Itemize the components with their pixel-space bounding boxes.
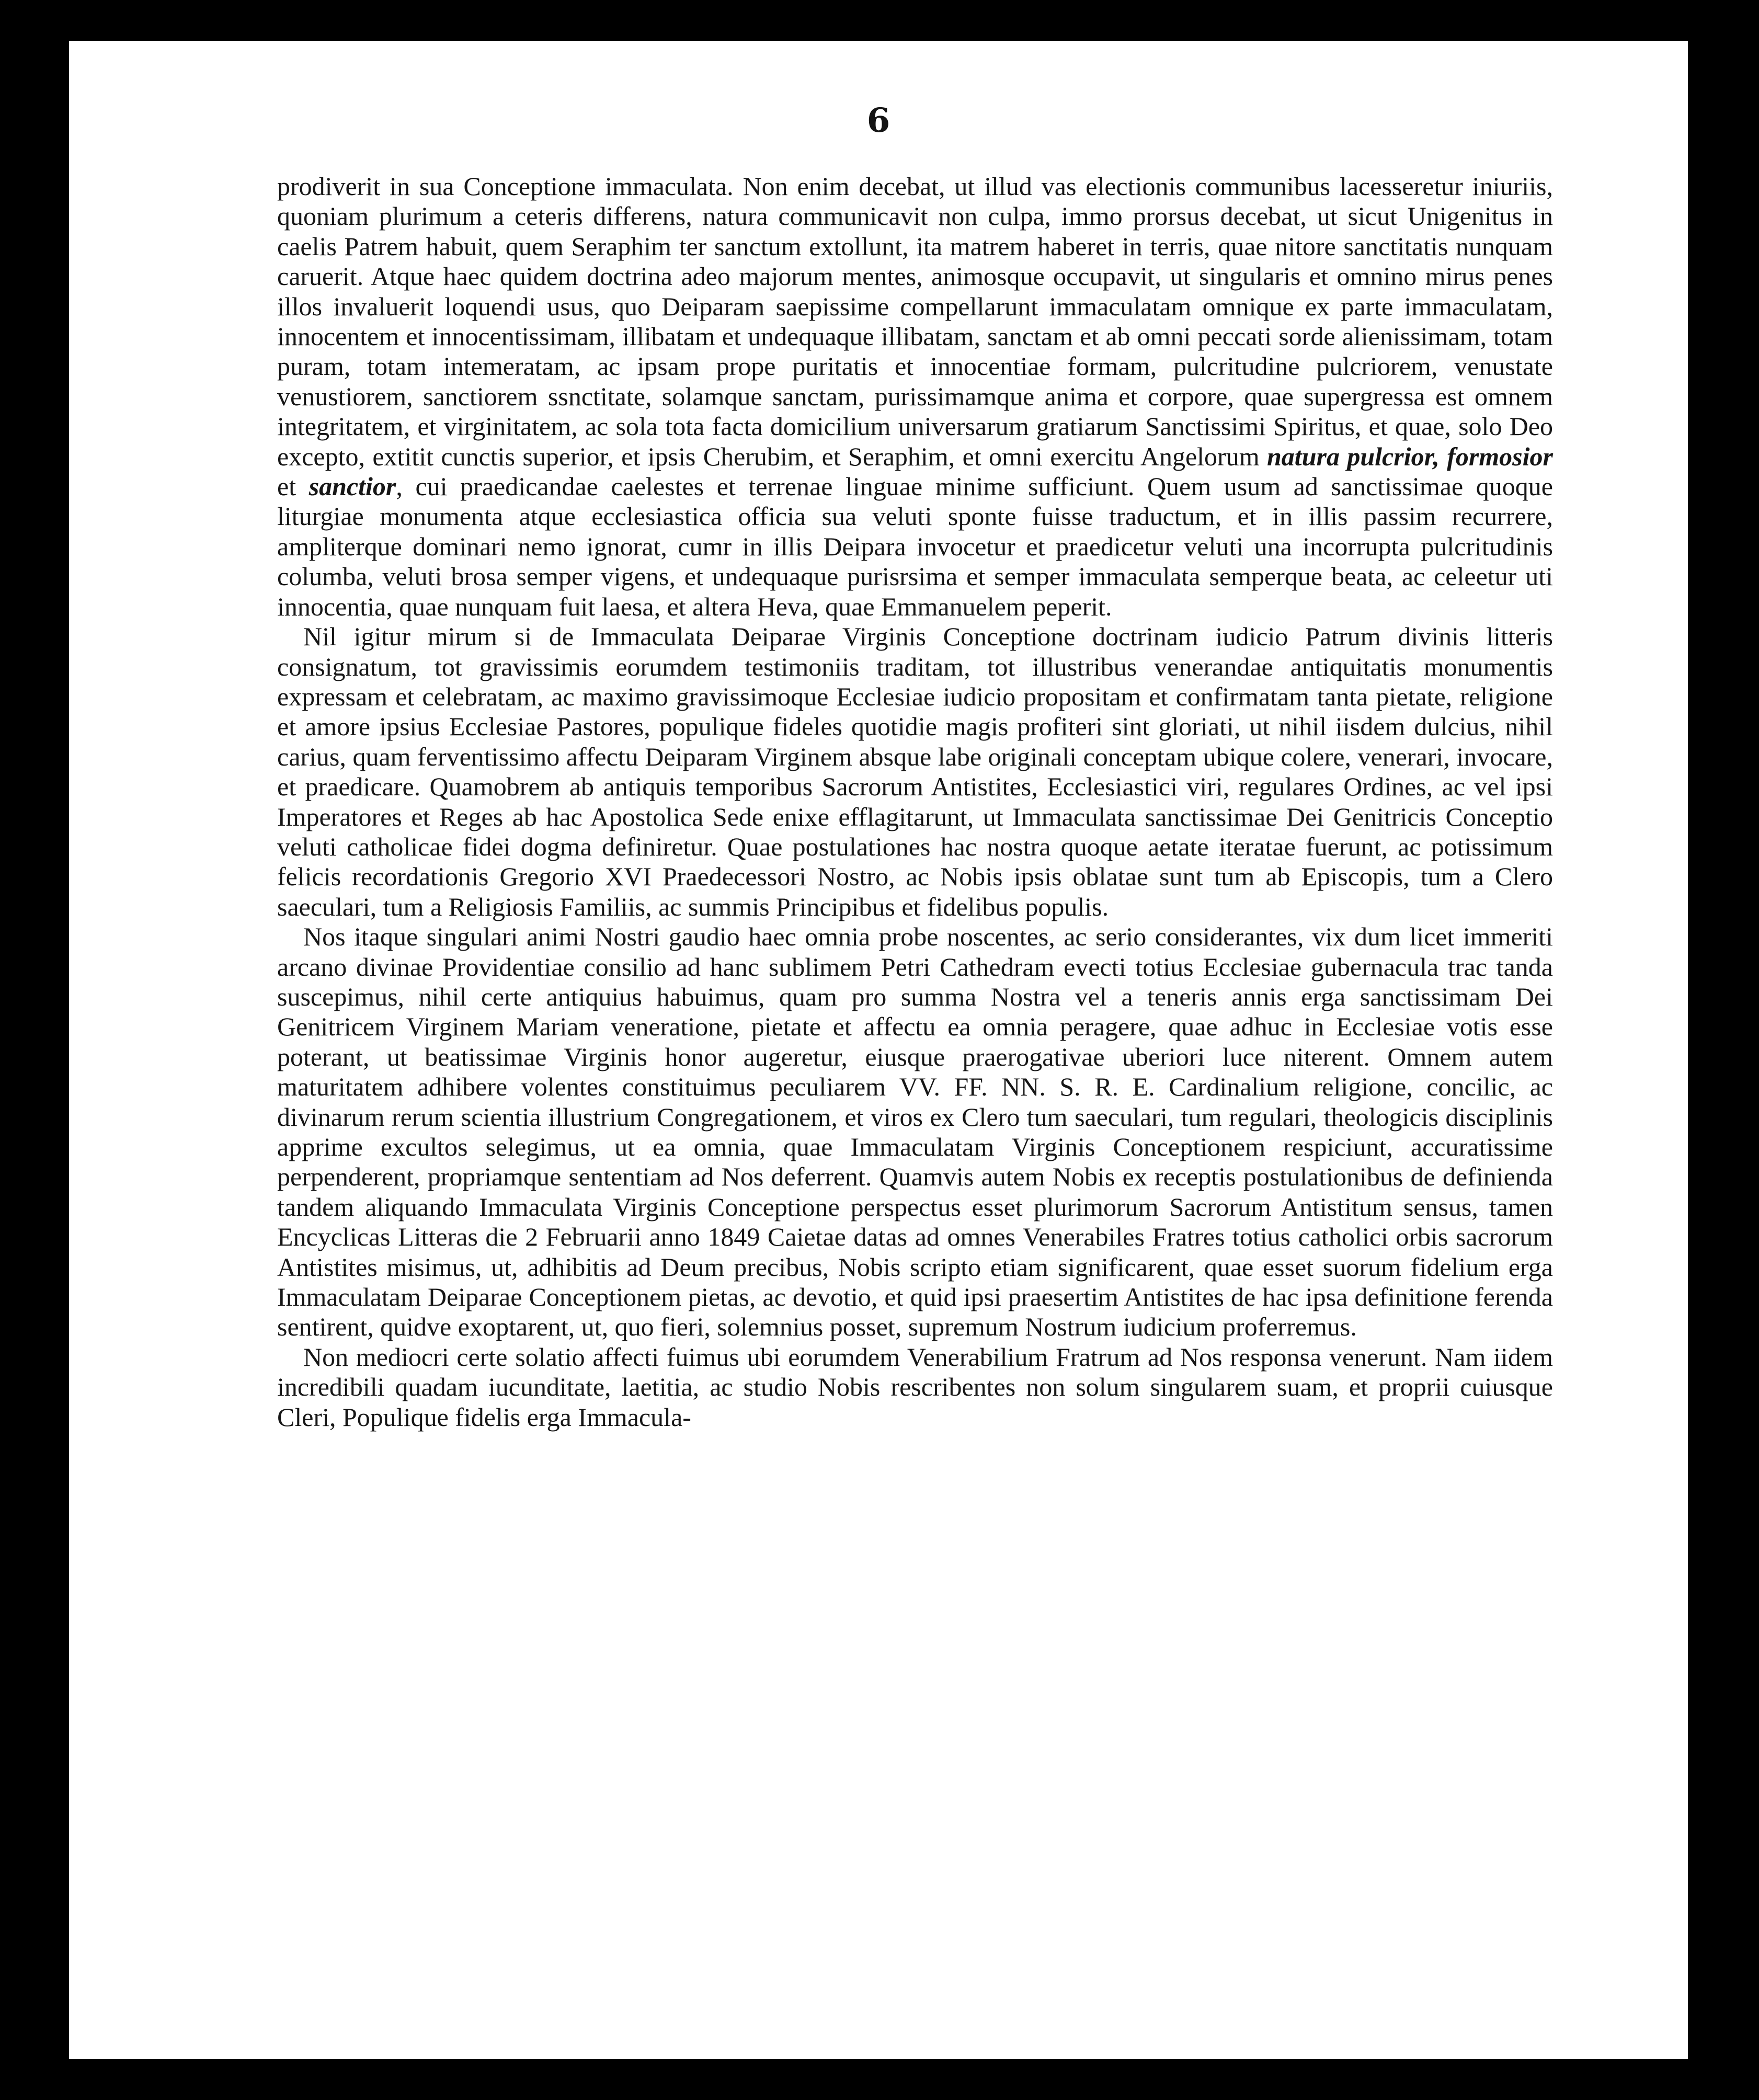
page-number: 6 <box>866 101 890 140</box>
paragraph <box>277 172 1553 622</box>
text-run: , cui praedicandae caelestes et terrenae linguae minime sufficiunt. Quem usum ad sanctissimae quoque liturgiae monumenta atque ecclesiastica officia sua veluti sponte fuisse traductum, et in illis passim recurrere, ampliterque dominari nemo ignorat, cumr in illis Deipara invocetur et praedicetur veluti una incorrupta pulcritudinis columba, veluti brosa semper vigens, et undequaque purisrsima et semper immaculata semperque beata, ac celeetur uti innocentia, quae nunquam fuit laesa, et altera Heva, quae Emmanuelem peperit. <box>277 472 1553 621</box>
paragraph <box>277 622 1553 922</box>
text-run: prodiverit in sua Conceptione immaculata. Non enim decebat, ut illud vas electionis communibus lacesseretur iniuriis, quoniam plurimum a ceteris differens, natura communicavit non culpa, immo prorsus decebat, ut sicut Unigenitus in caelis Patrem habuit, quem Seraphim ter sanctum extollunt, ita matrem haberet in terris, quae nitore sanctitatis nunquam caruerit. Atque haec quidem doctrina adeo majorum mentes, animosque occupavit, ut singularis et omnino mirus penes illos invaluerit loquendi usus, quo Deiparam saepissime compellarunt immaculatam omnique ex parte immaculatam, innocentem et innocentissimam, illibatam et undequaque illibatam, sanctam et ab omni peccati sorde alienissimam, totam puram, totam intemeratam, ac ipsam prope puritatis et innocentiae formam, pulcritudine pulcriorem, venustate venustiorem, sanctiorem ssnctitate, solamque sanctam, purissimamque anima et corpore, quae supergressa est omnem integritatem, et virginitatem, ac sola tota facta domicilium universarum gratiarum Sanctissimi Spiritus, et quae, solo Deo excepto, extitit cunctis superior, et ipsis Cherubim, et Seraphim, et omni exercitu Angelorum <box>277 172 1553 471</box>
emphasized-text: natura pulcrior, formosior <box>1267 441 1553 471</box>
text-run: Nil igitur mirum si de Immaculata Deiparae Virginis Conceptione doctrinam iudicio Patrum divinis litteris consignatum, tot gravissimis eorumdem testimoniis traditam, tot illustribus venerandae antiquitatis monumentis expressam et celebratam, ac maximo gravissimoque Ecclesiae iudicio propositam et confirmatam tanta pietate, religione et amore ipsius Ecclesiae Pastores, populique fideles quotidie magis profiteri sint gloriati, ut nihil iisdem dulcius, nihil carius, quam ferventissimo affectu Deiparam Virginem absque labe originali conceptam ubique colere, venerari, invocare, et praedicare. Quamobrem ab antiquis temporibus Sacrorum Antistites, Ecclesiastici viri, regulares Ordines, ac vel ipsi Imperatores et Reges ab hac Apostolica Sede enixe efflagitarunt, ut Immaculata sanctissimae Dei Genitricis Conceptio veluti catholicae fidei dogma definiretur. Quae postulationes hac nostra quoque aetate iteratae fuerunt, ac potissimum felicis recordationis Gregorio XVI Praedecessori Nostro, ac Nobis ipsis oblatae sunt tum ab Episcopis, tum a Clero saeculari, tum a Religiosis Familiis, ac summis Principibus et fidelibus populis. <box>277 622 1553 921</box>
paragraph <box>277 922 1553 1342</box>
text-run: et <box>277 472 309 501</box>
document-page <box>69 41 1688 2059</box>
paragraph <box>277 1342 1553 1432</box>
text-run: Non mediocri certe solatio affecti fuimus ubi eorumdem Venerabilium Fratrum ad Nos responsa venerunt. Nam iidem incredibili quadam iucunditate, laetitia, ac studio Nobis rescribentes non solum singularem suam, et proprii cuiusque Cleri, Populique fidelis erga Immacula- <box>277 1342 1553 1432</box>
emphasized-text: sanctior <box>309 472 396 501</box>
text-run: Nos itaque singulari animi Nostri gaudio haec omnia probe noscentes, ac serio considerantes, vix dum licet immeriti arcano divinae Providentiae consilio ad hanc sublimem Petri Cathedram evecti totius Ecclesiae gubernacula trac tanda suscepimus, nihil certe antiquius habuimus, quam pro summa Nostra vel a teneris annis erga sanctissimam Dei Genitricem Virginem Mariam veneratione, pietate et affectu ea omnia peragere, quae adhuc in Ecclesiae votis esse poterant, ut beatissimae Virginis honor augeretur, eiusque praerogativae uberiori luce niterent. Omnem autem maturitatem adhibere volentes constituimus peculiarem VV. FF. NN. S. R. E. Cardinalium religione, concilic, ac divinarum rerum scientia illustrium Congregationem, et viros ex Clero tum saeculari, tum regulari, theologicis disciplinis apprime excultos selegimus, ut ea omnia, quae Immaculatam Virginis Conceptionem respiciunt, accuratissime perpenderent, propriamque sententiam ad Nos deferrent. Quamvis autem Nobis ex receptis postulationibus de definienda tandem aliquando Immaculata Virginis Conceptione perspectus esset plurimorum Sacrorum Antistitum sensus, tamen Encyclicas Litteras die 2 Februarii anno 1849 Caietae datas ad omnes Venerabiles Fratres totius catholici orbis sacrorum Antistites misimus, ut, adhibitis ad Deum precibus, Nobis scripto etiam significarent, quae esset suorum fidelium erga Immaculatam Deiparae Conceptionem pietas, ac devotio, et quid ipsi praesertim Antistites de hac ipsa definitione ferenda sentirent, quidve exoptarent, ut, quo fieri, solemnius posset, supremum Nostrum iudicium proferremus. <box>277 922 1553 1342</box>
body-text <box>277 172 1553 1432</box>
